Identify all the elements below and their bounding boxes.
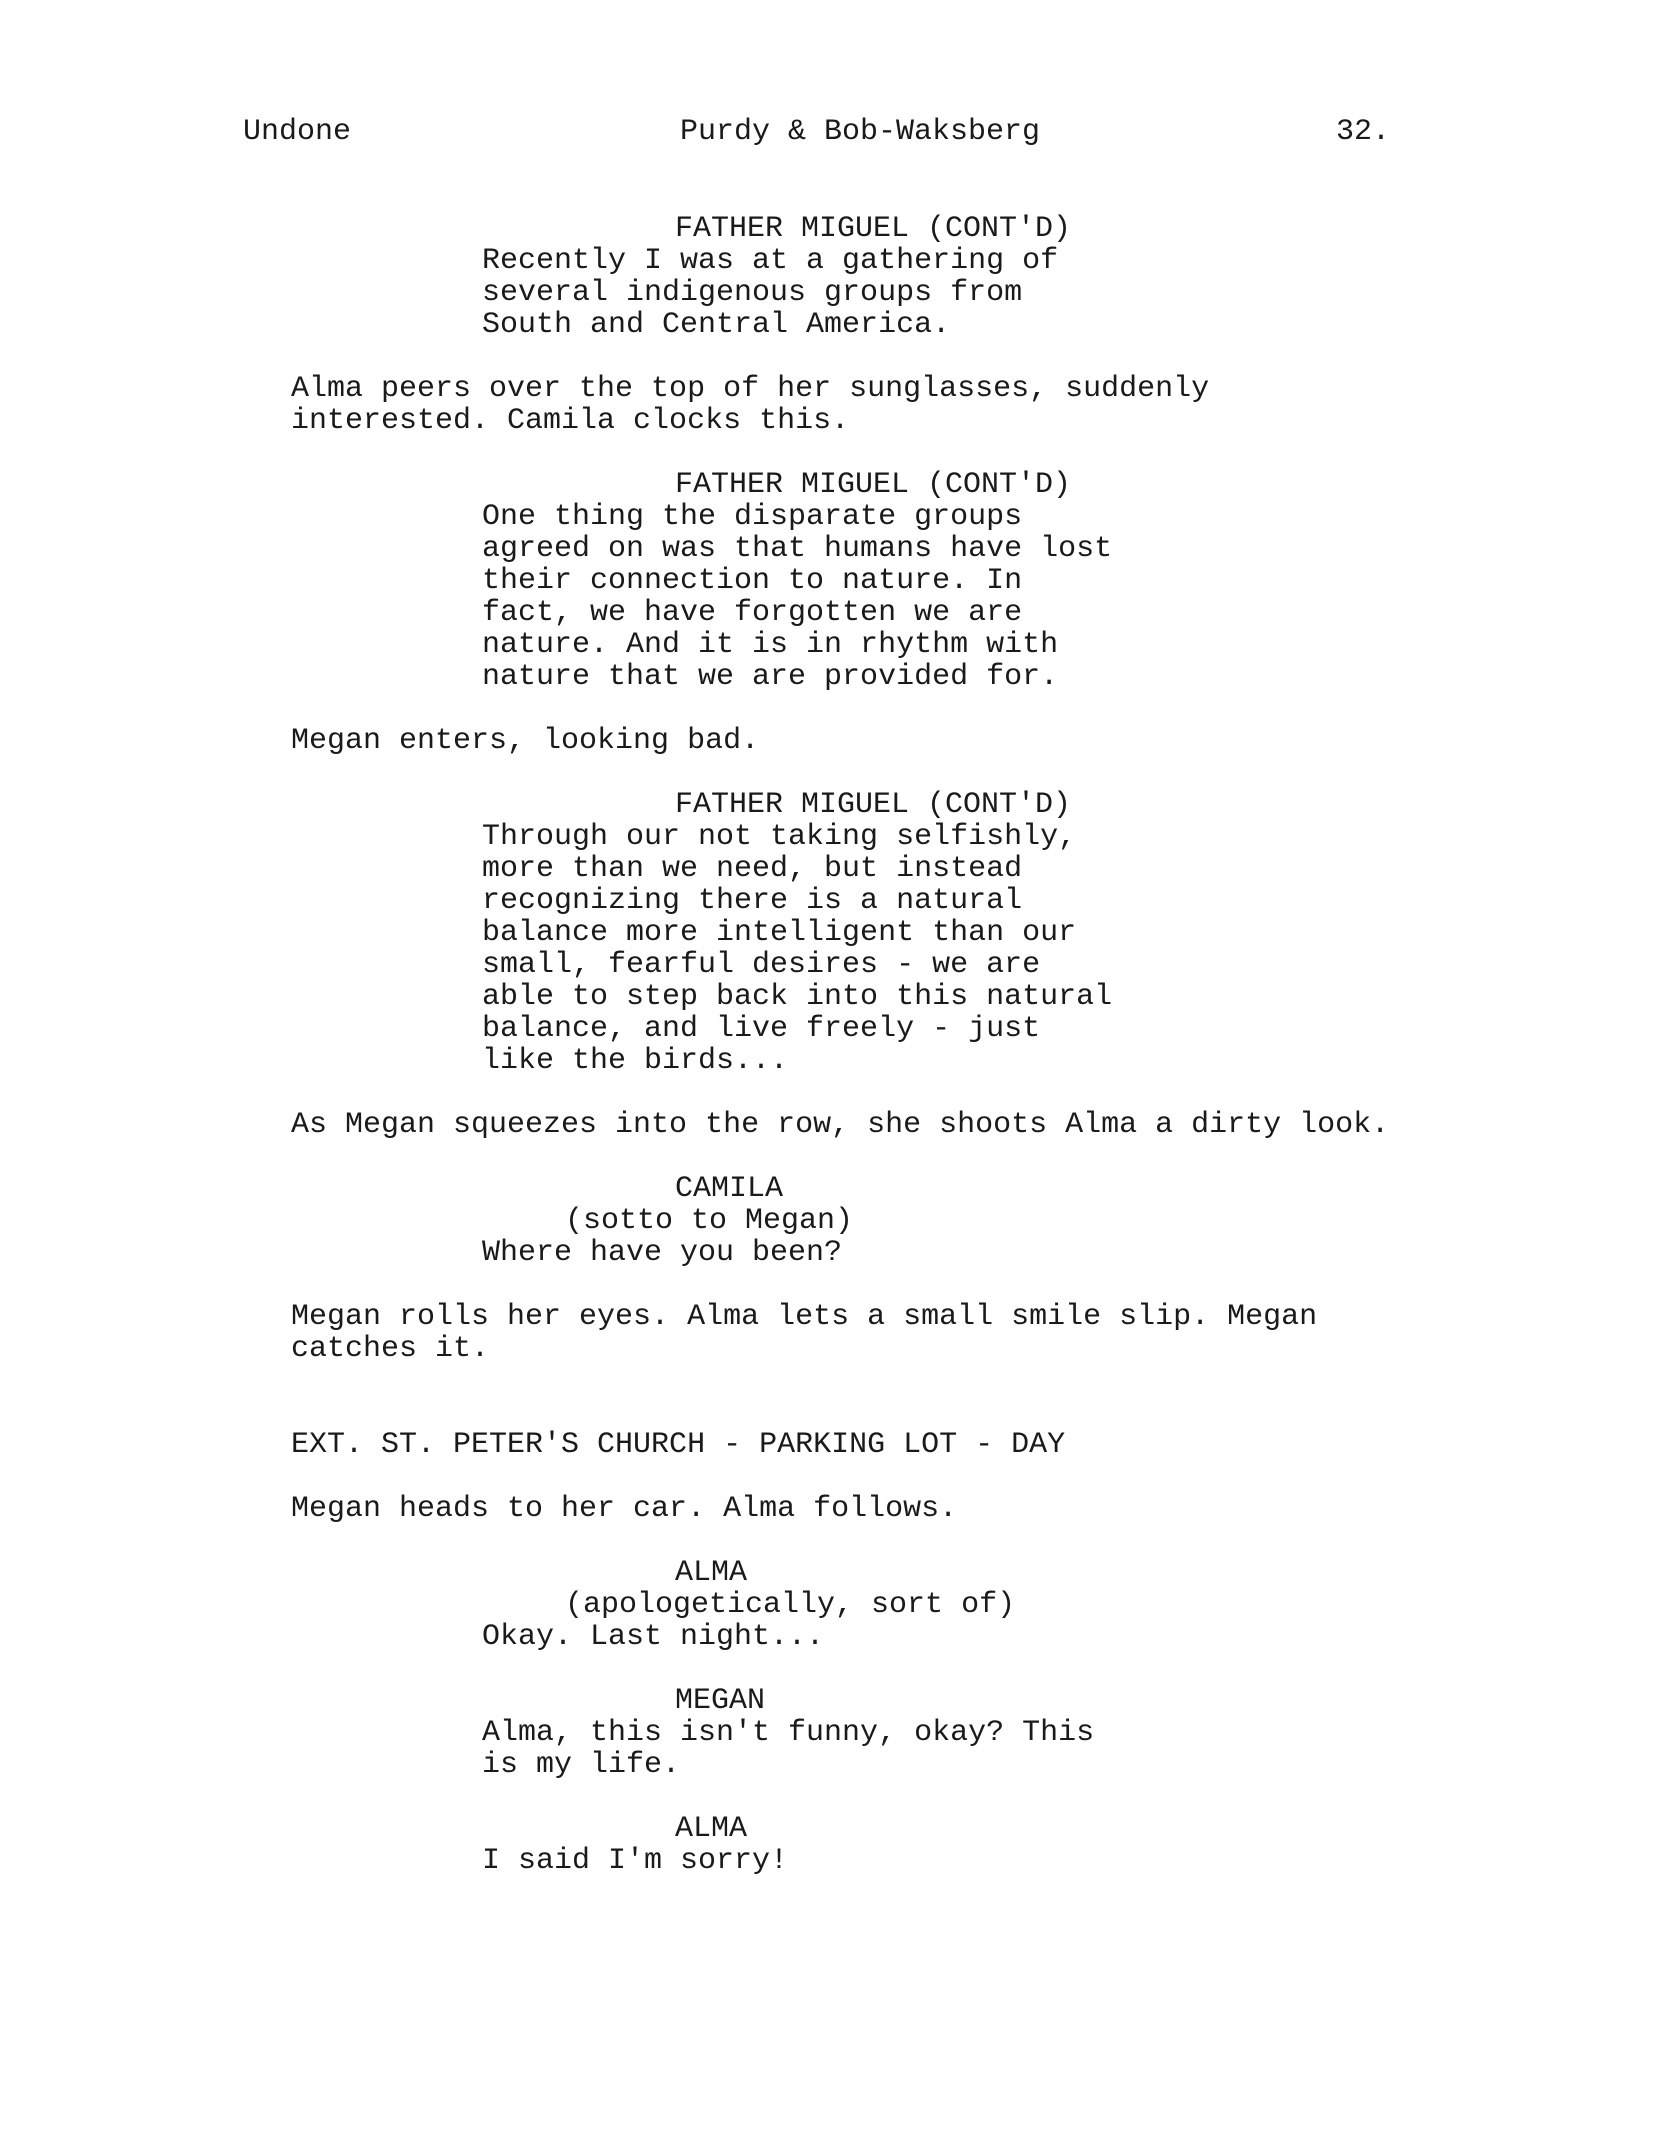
action-line: Megan rolls her eyes. Alma lets a small smile slip. Megan (291, 1300, 1318, 1334)
action (291, 1493, 957, 1525)
dialogue-line: Through our not taking selfishly, (482, 820, 1077, 854)
dialogue-line: their connection to nature. In (482, 564, 1023, 598)
dialogue-line: Recently I was at a gathering of (482, 244, 1059, 278)
dialogue-line: One thing the disparate groups (482, 500, 1023, 534)
dialogue-line: small, fearful desires - we are (482, 948, 1041, 982)
dialogue-line: balance, and live freely - just (482, 1012, 1041, 1046)
dialogue (482, 501, 1112, 693)
action-line: catches it. (291, 1332, 490, 1366)
dialogue-line: like the birds... (482, 1044, 789, 1078)
action-line: Alma peers over the top of her sunglasses, suddenly (291, 372, 1210, 406)
dialogue-line: recognizing there is a natural (482, 884, 1023, 918)
dialogue-line: is my life. (482, 1748, 681, 1782)
character-name: CAMILA (675, 1172, 784, 1206)
character-name: FATHER MIGUEL (CONT'D) (675, 468, 1072, 502)
dialogue-line: agreed on was that humans have lost (482, 532, 1113, 566)
dialogue (482, 1845, 788, 1877)
action-line: interested. Camila clocks this. (291, 404, 850, 438)
action (291, 725, 759, 757)
dialogue (482, 821, 1112, 1077)
dialogue-line: Alma, this isn't funny, okay? This (482, 1716, 1095, 1750)
action-line: Megan enters, looking bad. (291, 724, 760, 758)
character-name: FATHER MIGUEL (CONT'D) (675, 788, 1072, 822)
dialogue-line: South and Central America. (482, 308, 951, 342)
page-number: 32. (1336, 115, 1391, 149)
dialogue-line: more than we need, but instead (482, 852, 1023, 886)
parenthetical: (apologetically, sort of) (565, 1588, 1016, 1622)
dialogue-line: Where have you been? (482, 1236, 843, 1270)
header-title: Undone (243, 115, 352, 149)
dialogue-line: Okay. Last night... (482, 1620, 825, 1654)
dialogue (482, 1717, 1094, 1781)
action-line: As Megan squeezes into the row, she shoots Alma a dirty look. (291, 1108, 1390, 1142)
parenthetical: (sotto to Megan) (565, 1204, 854, 1238)
character-name: FATHER MIGUEL (CONT'D) (675, 212, 1072, 246)
action (291, 1109, 1389, 1141)
dialogue-line: nature. And it is in rhythm with (482, 628, 1059, 662)
scene-heading: EXT. ST. PETER'S CHURCH - PARKING LOT - DAY (291, 1428, 1066, 1462)
action (291, 1301, 1317, 1365)
dialogue-line: I said I'm sorry! (482, 1844, 789, 1878)
character-name: MEGAN (675, 1684, 766, 1718)
dialogue-line: able to step back into this natural (482, 980, 1113, 1014)
character-name: ALMA (675, 1812, 748, 1846)
dialogue-line: nature that we are provided for. (482, 660, 1059, 694)
dialogue-line: several indigenous groups from (482, 276, 1023, 310)
dialogue-line: balance more intelligent than our (482, 916, 1077, 950)
action (291, 373, 1209, 437)
dialogue (482, 1621, 824, 1653)
dialogue (482, 1237, 842, 1269)
action-line: Megan heads to her car. Alma follows. (291, 1492, 958, 1526)
character-name: ALMA (675, 1556, 748, 1590)
dialogue-line: fact, we have forgotten we are (482, 596, 1023, 630)
dialogue (482, 245, 1058, 341)
header-authors: Purdy & Bob-Waksberg (680, 115, 1041, 149)
